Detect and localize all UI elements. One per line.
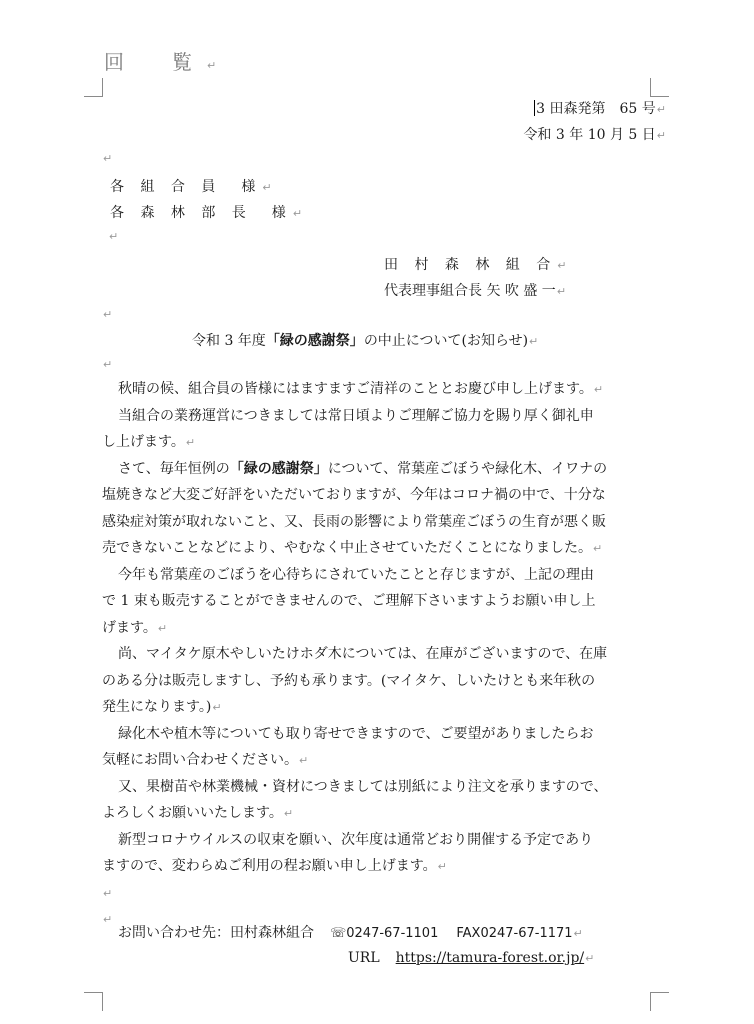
paragraph-cancellation: さて、毎年恒例の「緑の感謝祭」について、常葉産ごぼうや緑化木、イワナの [118, 460, 608, 477]
paragraph-burdock: 今年も常葉産のごぼうを心待ちにされていたことと存じますが、上記の理由 [118, 566, 594, 583]
paragraph-closing-cont: ますので、変わらぬご利用の程お願い申し上げます。↵ [102, 858, 447, 874]
paragraph-burdock-cont: で 1 束も販売することができませんので、ご理解下さいますようお願い申し上 [102, 593, 596, 609]
text-cursor [534, 100, 535, 116]
paragraph-trees: 緑化木や植木等についても取り寄せできますので、ご要望がありましたらお [118, 725, 594, 742]
contact-line: お問い合わせ先：田村森林組合 ☏0247-67-1101 FAX0247-67-1171↵ [118, 925, 583, 941]
paragraph-greeting: 秋晴の候、組合員の皆様にはますますご清祥のこととお慶び申し上げます。↵ [118, 381, 604, 397]
paragraph-burdock-cont: げます。↵ [102, 619, 168, 636]
event-name: 「緑の感謝祭」 [265, 333, 364, 349]
crop-mark-top-right [650, 78, 669, 97]
paragraph-logs: 尚、マイタケ原木やしいたけホダ木については、在庫がございますので、在庫 [118, 646, 608, 662]
paragraph-cancellation-cont: 売できないことなどにより、やむなく中止させていただくことになりました。↵ [102, 540, 603, 556]
empty-paragraph: ↵ [103, 913, 113, 926]
empty-paragraph: ↵ [109, 230, 119, 243]
paragraph-cancellation-cont: 感染症対策が取れないこと、又、長雨の影響により常葉産ごぼうの生育が悪く販 [102, 513, 606, 530]
paragraph-logs-cont: 発生になります。)↵ [102, 699, 222, 715]
body-text [102, 376, 650, 933]
website-link[interactable]: https://tamura-forest.or.jp/ [395, 950, 585, 966]
notice-title: 令和 3 年度「緑の感謝祭」の中止について(お知らせ)↵ [192, 333, 539, 349]
crop-mark-bottom-left [84, 992, 103, 1011]
paragraph-orders-cont: よろしくお願いいたします。↵ [102, 805, 294, 821]
paragraph-cancellation-cont: 塩焼きなど大変ご好評をいただいておりますが、今年はコロナ禍の中で、十分な [102, 487, 606, 503]
paragraph-thanks-cont: し上げます。↵ [102, 434, 196, 450]
paragraph-logs-cont: のある分は販売しますし、予約も承ります。(マイタケ、しいたけとも来年秋の [102, 672, 596, 689]
empty-paragraph: ↵ [103, 308, 113, 321]
circulation-stamp: 回 覧↵ [104, 50, 217, 74]
document-date: 令和 3 年 10 月 5 日↵ [523, 127, 666, 143]
paragraph-closing: 新型コロナウイルスの収束を願い、次年度は通常どおり開催する予定であり [118, 831, 594, 848]
empty-paragraph: ↵ [103, 152, 113, 165]
crop-mark-bottom-right [650, 992, 669, 1011]
empty-paragraph: ↵ [103, 886, 113, 900]
crop-mark-top-left [84, 78, 103, 97]
recipient-members: 各 組 合 員 様↵ [110, 179, 272, 195]
recipient-forest-leaders: 各 森 林 部 長 様↵ [110, 205, 303, 221]
sender-representative: 代表理事組合長 矢 吹 盛 一↵ [384, 283, 567, 299]
document-number[interactable]: 3 田森発第 65 号↵ [536, 101, 666, 117]
empty-paragraph: ↵ [103, 358, 113, 371]
paragraph-orders: 又、果樹苗や林業機械・資材につきましては別紙により注文を承りますので、 [118, 778, 608, 795]
paragraph-thanks: 当組合の業務運営につきましては常日頃よりご理解ご協力を賜り厚く御礼申 [118, 407, 594, 424]
sender-organization: 田 村 森 林 組 合↵ [384, 257, 567, 273]
phone-number: ☏0247-67-1101 [330, 926, 439, 941]
paragraph-trees-cont: 気軽にお問い合わせください。↵ [102, 752, 309, 768]
website-line: URL https://tamura-forest.or.jp/↵ [348, 950, 595, 966]
fax-number: FAX0247-67-1171 [456, 926, 573, 941]
